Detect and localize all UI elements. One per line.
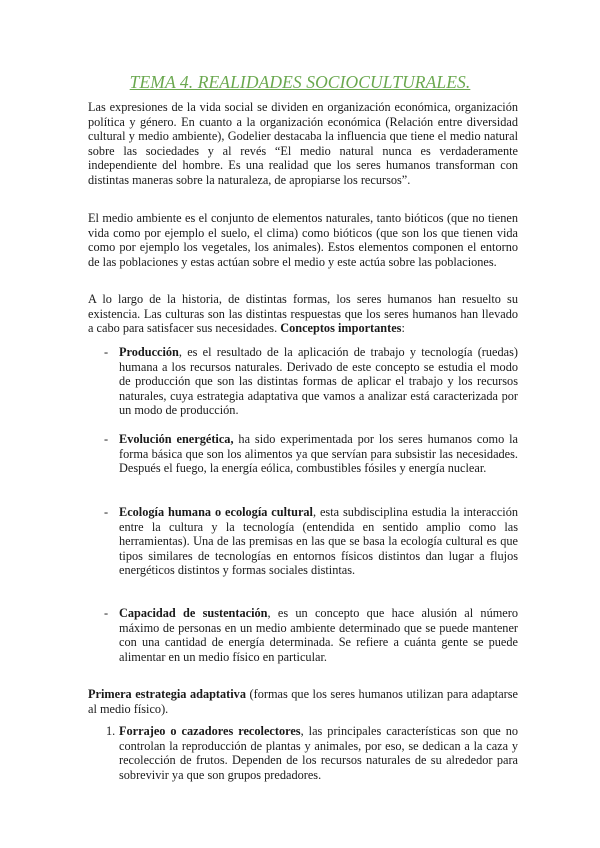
strategy-item-text: , las principales características son que no controlan la reproducción de plantas y animales, por eso, se dedican a la caza y recolección de frutos. Dependen de los recursos naturales de su alrededor para sobrevivir ya que son grupos predadores. (119, 724, 518, 782)
paragraph-history (88, 292, 518, 336)
paragraph-strategy (88, 687, 518, 716)
concept-text: , esta subdisciplina estudia la interacción entre la cultura y la tecnología (entendida en sentido amplio como las herramientas). Una de las premisas en las que se basa la ecología cultural es que tipos similares de tecnologías en entornos físicos distintos dan lugar a flujos energéticos distintos y formas sociales distintas. (119, 505, 518, 578)
list-number: 1. (106, 724, 116, 738)
concept-item-capacity (104, 606, 518, 664)
list-dash: - (104, 345, 109, 359)
concept-term: Producción (119, 345, 179, 359)
strategy-text: (formas que los seres humanos utilizan para adaptarse al medio físico). (88, 687, 518, 716)
paragraph-environment: El medio ambiente es el conjunto de elementos naturales, tanto bióticos (que no tienen vida como por ejemplo el suelo, el clima) como bióticos (que son los que tienen vida como por ejemplo los vegetales, los animales). Estos elementos componen el entorno de las poblaciones y estas actúan sobre el medio y este actúa sobre las poblaciones. (88, 211, 518, 269)
concept-item-energy (104, 432, 518, 476)
concept-item-ecology (104, 505, 518, 578)
concept-text: , es el resultado de la aplicación de trabajo y tecnología (ruedas) humana a los recursos naturales. Derivado de este concepto se estudia el modo de producción que son las distintas formas de aplicar el trabajo y los recursos naturales, cuya estrategia adaptativa que vamos a analizar está caracterizada por un modo de producción. (119, 345, 518, 418)
concept-item-production (104, 345, 518, 418)
list-dash: - (104, 432, 109, 446)
strategy-item-foraging (106, 724, 518, 782)
concept-term: Evolución energética, (119, 432, 234, 446)
concept-text: ha sido experimentada por los seres humanos como la forma básica que son los alimentos ya que servían para subsistir las necesidades. Después el fuego, la energía eólica, combustibles fósiles y energía nuclear. (119, 432, 518, 476)
concept-term: Capacidad de sustentación (119, 606, 268, 620)
strategy-term: Forrajeo o cazadores recolectores (119, 724, 301, 738)
page-title: TEMA 4. REALIDADES SOCIOCULTURALES. (129, 72, 471, 92)
concepts-heading: Conceptos importantes (280, 321, 402, 336)
paragraph-history-text: A lo largo de la historia, de distintas formas, los seres humanos han resuelto su existencia. Las culturas son las distintas respuestas que los seres humanos han llevado a cabo para satisfacer sus necesidades. (88, 292, 518, 336)
paragraph-intro: Las expresiones de la vida social se dividen en organización económica, organización política y género. En cuanto a la organización económica (Relación entre diversidad cultural y medio ambiente), Godelier destacaba la influencia que tiene el medio natural sobre las sociedades y al revés “El medio natural nunca es verdaderamente independiente del hombre. Es una realidad que los seres humanos transforman con distintas maneras sobre la naturaleza, de apropiarse los recursos”. (88, 100, 518, 187)
concept-term: Ecología humana o ecología cultural (119, 505, 313, 519)
list-dash: - (104, 606, 109, 620)
concept-text: , es un concepto que hace alusión al número máximo de personas en un medio ambiente determinado que se puede mantener con una cantidad de energía determinada. Se refiere a cuánta gente se puede alimentar en un medio físico en particular. (119, 606, 518, 664)
list-dash: - (104, 505, 109, 519)
paragraph-history-end: : (401, 321, 405, 336)
strategy-heading: Primera estrategia adaptativa (88, 687, 246, 701)
